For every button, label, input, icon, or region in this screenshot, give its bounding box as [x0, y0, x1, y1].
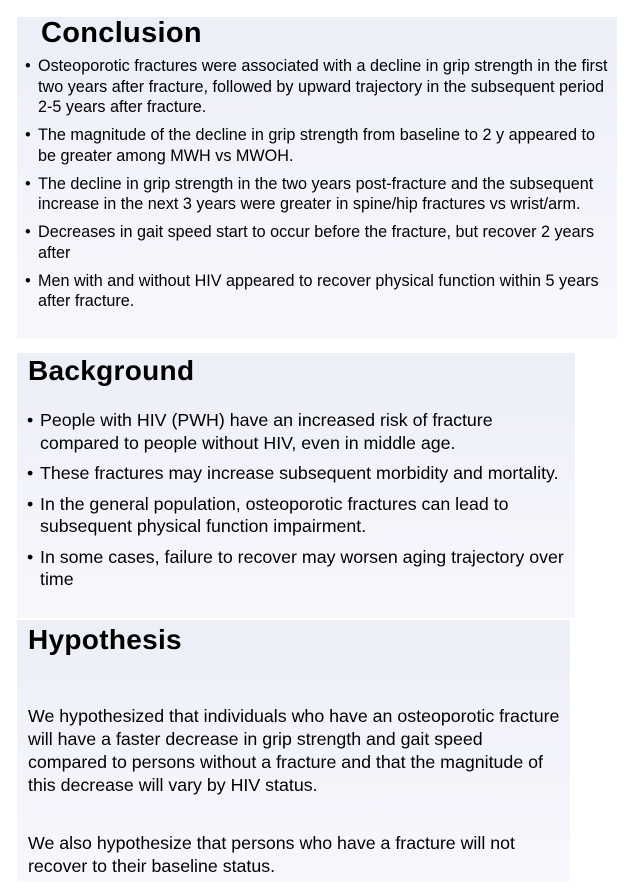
background-bullet: • In the general population, osteoporotic fractures can lead to subsequent physical function impairment. — [40, 493, 570, 538]
conclusion-bullet: • Men with and without HIV appeared to recover physical function within 5 years after fracture. — [38, 271, 610, 312]
conclusion-bullet: • The decline in grip strength in the two years post-fracture and the subsequent increase in the next 3 years were greater in spine/hip fractures vs wrist/arm. — [38, 174, 610, 215]
conclusion-panel — [17, 17, 617, 339]
conclusion-bullet: • Osteoporotic fractures were associated with a decline in grip strength in the first two years after fracture, followed by upward trajectory in the subsequent period 2-5 years after fracture. — [38, 56, 610, 118]
conclusion-list — [38, 56, 610, 319]
hypothesis-panel — [17, 620, 570, 882]
background-bullet: • These fractures may increase subsequent morbidity and mortality. — [40, 462, 570, 485]
conclusion-bullet: • The magnitude of the decline in grip strength from baseline to 2 y appeared to be greater among MWH vs MWOH. — [38, 125, 610, 166]
conclusion-bullet: • Decreases in gait speed start to occur before the fracture, but recover 2 years after — [38, 222, 610, 263]
background-bullet: • In some cases, failure to recover may worsen aging trajectory over time — [40, 546, 570, 591]
hypothesis-title: Hypothesis — [28, 624, 182, 655]
background-bullet: • People with HIV (PWH) have an increased risk of fracture compared to people without HIV, even in middle age. — [40, 409, 570, 454]
background-panel — [17, 353, 575, 618]
hypothesis-paragraph: We also hypothesize that persons who have a fracture will not recover to their baseline status. — [28, 833, 515, 876]
conclusion-title: Conclusion — [41, 17, 202, 49]
background-title: Background — [28, 355, 195, 386]
background-list — [40, 409, 570, 599]
hypothesis-paragraph: We hypothesized that individuals who have an osteoporotic fracture will have a faster decrease in grip strength and gait speed compared to persons without a fracture and that the magnitude of this decrease will vary by HIV status. — [28, 706, 560, 795]
